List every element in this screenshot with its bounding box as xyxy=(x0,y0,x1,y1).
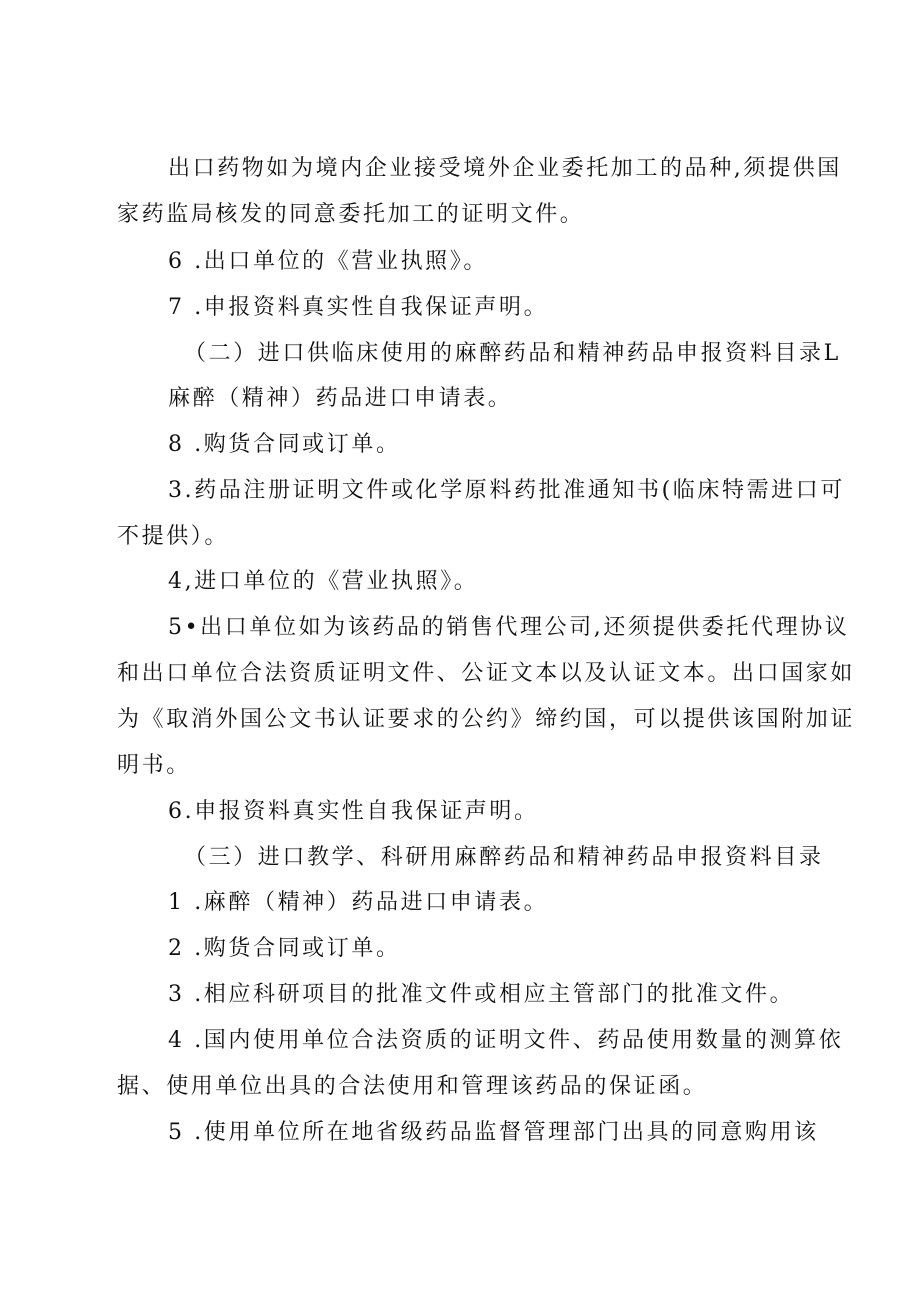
paragraph-line: 为《取消外国公文书认证要求的公约》缔约国，可以提供该国附加证 xyxy=(117,707,856,732)
list-item: 1 .麻醉（精神）药品进口申请表。 xyxy=(168,890,549,915)
list-item: 3.药品注册证明文件或化学原料药批准通知书(临床特需进口可 xyxy=(168,478,845,503)
list-item: 7 .申报资料真实性自我保证声明。 xyxy=(168,295,549,320)
list-item: 6 .出口单位的《营业执照》。 xyxy=(168,249,488,274)
paragraph-line: 和出口单位合法资质证明文件、公证文本以及认证文本。出口国家如 xyxy=(117,661,856,686)
list-item: 8 .购货合同或订单。 xyxy=(168,432,401,457)
list-item: 6.申报资料真实性自我保证声明。 xyxy=(168,799,539,824)
section-heading: （三）进口教学、科研用麻醉药品和精神药品申报资料目录 xyxy=(184,845,824,870)
paragraph-line: 家药监局核发的同意委托加工的证明文件。 xyxy=(117,202,585,227)
list-item: 4,进口单位的《营业执照》。 xyxy=(168,569,479,594)
list-item: 2 .购货合同或订单。 xyxy=(168,936,401,961)
list-item: 4 .国内使用单位合法资质的证明文件、药品使用数量的测算依 xyxy=(168,1028,844,1053)
paragraph-line: 明书。 xyxy=(117,753,191,778)
paragraph-line: 不提供）。 xyxy=(117,524,230,549)
list-item: 5•出口单位如为该药品的销售代理公司,还须提供委托代理协议 xyxy=(168,615,850,640)
list-item: 3 .相应科研项目的批准文件或相应主管部门的批准文件。 xyxy=(168,982,795,1007)
list-item: 5 .使用单位所在地省级药品监督管理部门出具的同意购用该 xyxy=(168,1120,819,1145)
paragraph-line: 据、使用单位出具的合法使用和管理该药品的保证函。 xyxy=(117,1074,708,1099)
paragraph-line: 麻醉（精神）药品进口申请表。 xyxy=(168,386,513,411)
paragraph-line: 出口药物如为境内企业接受境外企业委托加工的品种,须提供国 xyxy=(168,156,842,181)
section-heading: （二）进口供临床使用的麻醉药品和精神药品申报资料目录L xyxy=(184,341,841,366)
